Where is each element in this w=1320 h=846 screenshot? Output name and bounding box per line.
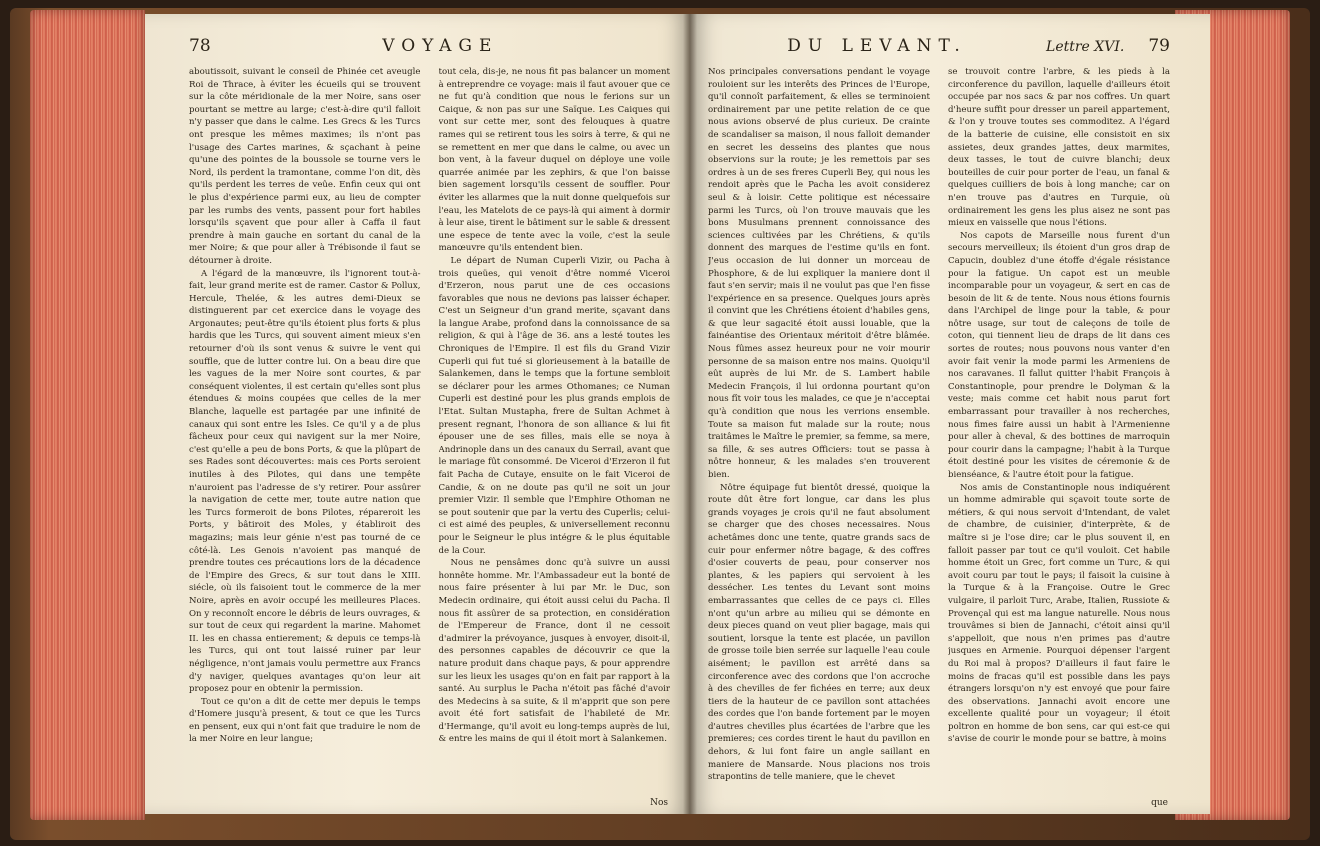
right-page <box>690 14 1210 814</box>
paragraph: Tout ce qu'on a dit de cette mer depuis le temps d'Homere jusqu'à present, & tout ce que les Turcs en pensent, eux qui n'ont fait que traduire le nom de la mer Noire en leur langue; <box>189 696 421 745</box>
right-column-2 <box>948 66 1170 801</box>
page-number: 79 <box>1148 36 1170 56</box>
paragraph: A l'égard de la manœuvre, ils l'ignorent tout-à-fait, leur grand merite est de ramer. Castor & Pollux, Hercule, Thelée, & les autres demi-Dieux se distinguerent par cet exercice dans le voyage des Argonautes; peut-être qu'ils étoient plus forts & plus hardis que les Turcs, qui souvent aiment mieux s'en retourner d'où ils sont venus & suivre le vent qui souffle, que de lutter contre lui. On a beau dire que les vagues de la mer Noire sont courtes, & par conséquent violentes, il est certain qu'elles sont plus étendues & moins coupées que celles de la mer Blanche, laquelle est partagée par une infinité de canaux qui sont entre les Isles. Ce qu'il y a de plus fâcheux pour ceux qui navigent sur la mer Noire, c'est qu'elle a peu de bons Ports, & que la plûpart de ses Rades sont découvertes: mais ces Ports seroient inutiles à des Pilotes, qui dans une tempête n'auroient pas l'adresse de s'y retirer. Pour assûrer la navigation de cette mer, toute autre nation que les Turcs formeroit de bons Pilotes, répareroit les Ports, y bâtiroit des Moles, y établiroit des magazins; mais leur génie n'est pas tourné de ce côté-là. Les Genois n'avoient pas manqué de prendre toutes ces précautions lors de la décadence de l'Empire des Grecs, & sur tout dans le XIII. siécle, où ils faisoient tout le commerce de la mer Noire, après en avoir occupé les meilleures Places. On y reconnoît encore le débris de leurs ouvrages, & sur tout de ceux qui regardent la marine. Mahomet II. les en chassa entierement; & depuis ce temps-là les Turcs, qui ont tout laissé ruiner par leur négligence, n'ont jamais voulu permettre aux Francs d'y naviger, quelques avantages qu'on leur ait proposez pour en obtenir la permission. <box>189 268 421 695</box>
right-column-1 <box>708 66 930 801</box>
left-page-columns <box>189 66 670 801</box>
paragraph: Nos principales conversations pendant le voyage rouloient sur les interêts des Princes de l'Europe, qu'il connoît parfaitement, & elles se terminoient ordinairement par une petite relation de ce que nous avions observé de plus curieux. De crainte de scandaliser sa maison, il nous falloit demander en secret les desseins des plantes que nous observions sur la route; je les remettois par ses ordres à un de ses freres Cuperli Bey, qui nous les rendoit après que le Pacha les avoit considerez seul & à loisir. Cette politique est nécessaire parmi les Turcs, où l'on trouve mauvais que les bons Musulmans prennent connoissance des sciences cultivées par les Chrétiens, & qu'ils donnent des marques de l'estime qu'ils en font. J'eus occasion de lui donner un morceau de Phosphore, & de lui expliquer la maniere dont il faut s'en servir; mais il ne voulut pas que l'en fisse l'expérience en sa presence. Quelques jours après il convint que les Chrétiens étoient d'habiles gens, & que leur sagacité étoit aussi louable, que la fainéantise des Orientaux méritoit d'être blâmée. Nous fûmes assez heureux pour ne voir mourir personne de sa maison entre nos mains. Quoiqu'il eût auprès de lui Mr. de S. Lambert habile Medecin François, il lui ordonna pourtant qu'on nous fît voir tous les malades, ce que je n'acceptai qu'à condition que nous les verrions ensemble. Toute sa maison fut malade sur la route; nous traitâmes le Maître le premier, sa femme, sa mere, sa fille, & ses autres Officiers: tout se passa à nôtre honneur, & les malades s'en trouverent bien. <box>708 67 930 480</box>
left-column-2 <box>439 66 671 801</box>
catchword: Nos <box>650 798 668 808</box>
paragraph: tout cela, dis-je, ne nous fit pas balancer un moment à entreprendre ce voyage: mais il faut avouer que ce ne fut qu'à condition que nous le ferions sur un Caique, & non pas sur une Saïque. Les Caiques qui vont sur cette mer, sont des felouques à quatre rames qui se retirent tous les soirs à terre, & qui ne se remettent en mer que dans le calme, ou avec un bon vent, à la faveur duquel on déploye une voile quarrée animée par les zephirs, & que l'on baisse bien sagement lorsqu'ils cessent de souffler. Pour éviter les allarmes que la nuit donne quelquefois sur l'eau, les Matelots de ce pays-là qui aiment à dormir à leur aise, tirent le bâtiment sur le sable & dressent une espece de tente avec la voile, c'est la seule manœuvre qu'ils entendent bien. <box>438 67 670 254</box>
running-title: DU LEVANT. <box>787 36 967 56</box>
left-page-edges <box>30 10 145 820</box>
paragraph: se trouvoit contre l'arbre, & les pieds à la circonference du pavillon, laquelle d'ailleurs étoit occupée par nos sacs & par nos coffres. Un quart d'heure suffit pour dresser un pareil appartement, & l'on y trouve toutes ses commoditez. A l'égard de la batterie de cuisine, elle consistoit en six assietes, deux grandes jattes, deux marmites, deux tasses, le tout de cuivre blanchi; deux bouteilles de cuir pour porter de l'eau, un fanal & quelques cuilliers de bois à long manche; car on n'en trouve pas d'autres en Turquie, où ordinairement les gens les plus aisez ne sont pas mieux en vaisselle que nous l'étions. <box>948 67 1170 229</box>
catchword: que <box>1151 798 1168 808</box>
left-page-header <box>189 36 670 64</box>
paragraph: Nos amis de Constantinople nous indiquérent un homme admirable qui sçavoit toute sorte de métiers, & qui nous servoit d'Intendant, de valet de chambre, de cuisinier, d'interprète, & de maître si je l'ose dire; car le plus souvent il, en falloit passer par tout ce qu'il vouloit. Cet habile homme étoit un Grec, fort comme un Turc, & qui avoit couru par tout le pays; il faisoit la cuisine à la Turque & à la Françoise. Outre le Grec vulgaire, il parloit Turc, Arabe, Italien, Russiote & Provençal qui est ma langue naturelle. Nous nous trouvâmes si bien de Jannachi, c'étoit ainsi qu'il s'appelloit, que nous n'en primes pas d'autre jusques en Armenie. Pourquoi dépenser l'argent du Roi mal à propos? D'ailleurs il faut faire le moins de fracas qu'il est possible dans les pays étrangers lorsqu'on n'y est envoyé que pour faire des observations. Jannachi avoit encore une excellente qualité pour un voyageur; il étoit poltron en homme de bon sens, car qui est-ce qui s'avise de courir le monde pour se battre, à moins <box>948 482 1170 745</box>
right-page-header <box>708 36 1170 64</box>
page-number: 78 <box>189 36 211 56</box>
book-gutter <box>683 14 697 814</box>
right-page-columns <box>708 66 1170 801</box>
paragraph: Nôtre équipage fut bientôt dressé, quoique la route dût être fort longue, car dans les plus grands voyages je crois qu'il ne faut absolument se charger que des choses necessaires. Nous achetâmes donc une tente, quatre grands sacs de cuir pour enfermer nôtre bagage, & des coffres d'osier couverts de peau, pour conserver nos plantes, & les papiers qui servoient à les dessécher. Les tentes du Levant sont moins embarrassantes que celles de ce pays ci. Elles n'ont qu'un arbre au milieu qui se démonte en deux pieces quand on veut plier bagage, mais qui soutient, lorsque la tente est placée, un pavillon de grosse toile bien serrée sur laquelle l'eau coule aisément; le pavillon est arrêté dans sa circonference avec des cordons que l'on accroche à des chevilles de fer fichées en terre; aux deux tiers de la hauteur de ce pavillon sont attachées des cordes que l'on bande fortement par le moyen d'autres chevilles plus écartées de l'arbre que les premieres; ces cordes tirent le haut du pavillon en dehors, & lui font faire un angle saillant en maniere de Mansarde. Nous placions nos trois strapontins de telle maniere, que le chevet <box>708 482 930 783</box>
paragraph: Nos capots de Marseille nous furent d'un secours merveilleux; ils étoient d'un gros drap de Capucin, doublez d'une étoffe d'égale résistance pour la fatigue. Un capot est un meuble incomparable pour un voyageur, & sert en cas de besoin de lit & de tente. Nous nous étions fournis dans l'Archipel de linge pour la table, & pour nôtre usage, sur tout de caleçons de toile de coton, qui tiennent lieu de draps de lit dans ces sortes de routes; nous pouvons nous vanter d'en avoir fait venir la mode parmi les Armeniens de nos caravanes. Il fallut quitter l'habit François à Constantinople, pour prendre le Dolyman & la veste; mais comme cet habit nous parut fort embarrassant pour travailler à nos recherches, nous fimes faire aussi un habit à l'Armenienne pour aller à cheval, & des bottines de marroquin pour courir dans la campagne; l'habit à la Turque étoit destiné pour les visites de céremonie & de bienséance, & l'autre étoit pour la fatigue. <box>948 230 1170 480</box>
paragraph: Nous ne pensâmes donc qu'à suivre un aussi honnête homme. Mr. l'Ambassadeur eut la bonté de nous faire présenter à lui par Mr. le Duc, son Medecin ordinaire, qui étoit aussi celui du Pacha. Il nous fit assûrer de sa protection, en considération de l'Empereur de France, dont il ne cessoit d'admirer la prévoyance, jusques à envoyer, disoit-il, des personnes capables de découvrir ce que la nature produit dans chaque pays, & pour apprendre sur les lieux les usages qu'on en fait par rapport à la santé. Au surplus le Pacha n'étoit pas fâché d'avoir des Medecins à sa suite, & il m'apprit que son pere avoit été fort satisfait de l'habileté de Mr. d'Hermange, qu'il avoit eu long-temps auprès de lui, & entre les mains de qui il étoit mort à Salankemen. <box>438 558 670 745</box>
running-subtitle: Lettre XVI. <box>1046 39 1125 55</box>
left-page <box>145 14 690 814</box>
paragraph: aboutissoit, suivant le conseil de Phinée cet aveugle Roi de Thrace, à éviter les écueils qui se trouvent sur la côte méridionale de la mer Noire, sans oser pourtant se mettre au large; c'est-à-dire qu'il falloit n'y passer que dans le calme. Les Grecs & les Turcs ont presque les mêmes maximes; ils n'ont pas l'usage des Cartes marines, & sçachant à peine qu'une des pointes de la boussole se tourne vers le Nord, ils perdent la tramontane, comme l'on dit, dès qu'ils perdent les terres de veûe. Enfin ceux qui ont le plus d'expérience parmi eux, au lieu de compter par les rumbs des vents, passent pour fort habiles lorsqu'ils sçavent que pour aller à Caffa il faut prendre à main gauche en sortant du canal de la mer Noire; & que pour aller à Trébisonde il faut se détourner à droite. <box>189 67 421 266</box>
left-column-1 <box>189 66 421 801</box>
running-title: VOYAGE <box>382 36 499 56</box>
paragraph: Le départ de Numan Cuperli Vizir, ou Pacha à trois queües, qui venoit d'être nommé Viceroi d'Erzeron, nous parut une de ces occasions favorables que nous ne devions pas laisser échaper. C'est un Seigneur d'un grand merite, sçavant dans la langue Arabe, profond dans la connoissance de sa religion, & qui à l'âge de 36. ans a lesté toutes les Chroniques de l'Empire. Il est fils du Grand Vizir Cuperli qui fut tué si glorieusement à la bataille de Salankemen, dans le temps que la fortune sembloit se déclarer pour les armes Othomanes; ce Numan Cuperli est destiné pour les plus grands emplois de l'Etat. Sultan Mustapha, frere de Sultan Achmet à present regnant, l'honora de son alliance & lui fit épouser une de ses filles, mais elle se noya à Andrinople dans un des canaux du Serrail, avant que le mariage fût consommé. De Viceroi d'Erzeron il fut fait Pacha de Cutaye, ensuite on le fait Viceroi de Candie, & on ne doute pas qu'il ne soit un jour premier Vizir. Il semble que l'Emphire Othoman ne se pout soutenir que par la vertu des Cuperlis; celui-ci est aimé des peuples, & universellement reconnu pour le Seigneur le plus intégre & le plus équitable de la Cour. <box>438 255 670 556</box>
